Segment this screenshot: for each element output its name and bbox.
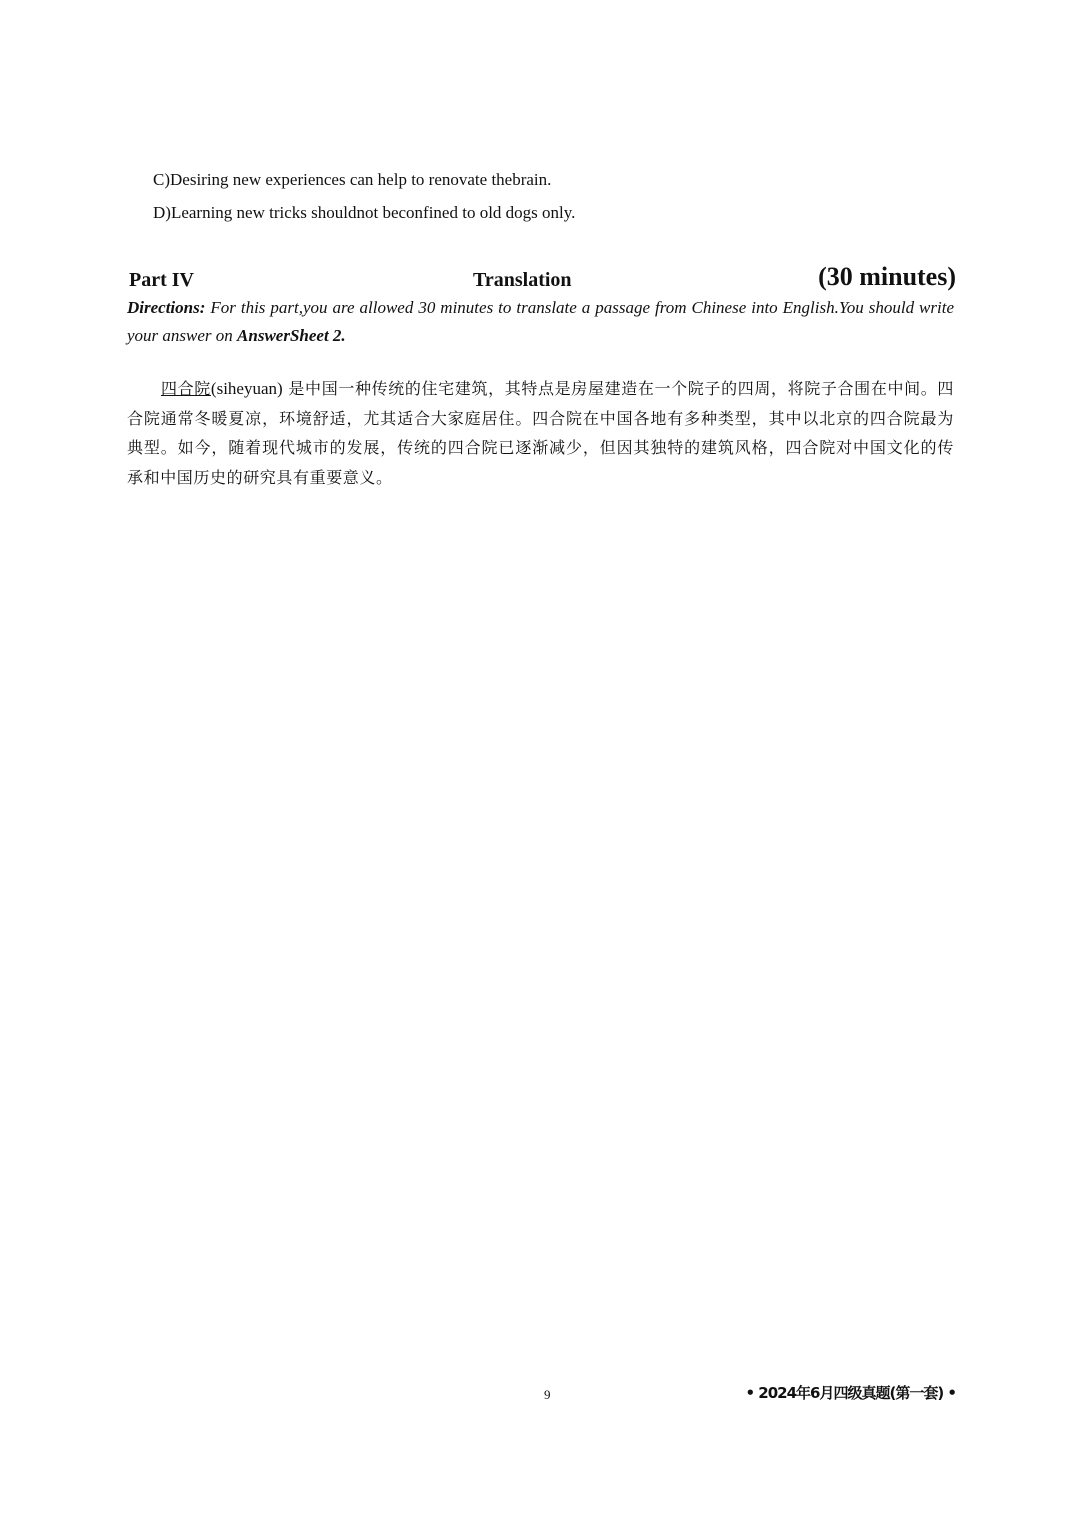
passage-body: 是中国一种传统的住宅建筑，其特点是房屋建造在一个院子的四周，将院子合围在中间。四合院通常冬暖夏凉，环境舒适，尤其适合大家庭居住。四合院在中国各地有多种类型，其中以北京的四合院最为典型。如今，随着现代城市的发展，传统的四合院已逐渐减少，但因其独特的建筑风格，四合院对中国文化的传承和中国历史的研究具有重要意义。 <box>127 379 954 487</box>
page-number: 9 <box>544 1387 551 1402</box>
directions-text: For this part,you are allowed 30 minutes to translate a passage from Chinese into English.You should write your answer on <box>127 298 954 345</box>
part-title: Translation <box>473 269 572 291</box>
answer-sheet-ref: AnswerSheet 2. <box>237 326 346 345</box>
directions-lead: Directions: <box>127 298 206 317</box>
passage-romanization: (siheyuan) <box>210 379 283 398</box>
answer-option-c: C)Desiring new experiences can help to renovate thebrain. <box>153 170 552 189</box>
directions <box>127 294 954 350</box>
passage-term: 四合院 <box>161 379 211 398</box>
translation-passage <box>127 374 954 492</box>
footer-title: • 2024年6月四级真题(第一套) • <box>745 1384 956 1402</box>
answer-option-d: D)Learning new tricks shouldnot beconfined to old dogs only. <box>153 203 576 222</box>
part-time-limit: (30 minutes) <box>818 262 956 291</box>
part-header <box>129 262 956 298</box>
part-label: Part IV <box>129 269 194 291</box>
